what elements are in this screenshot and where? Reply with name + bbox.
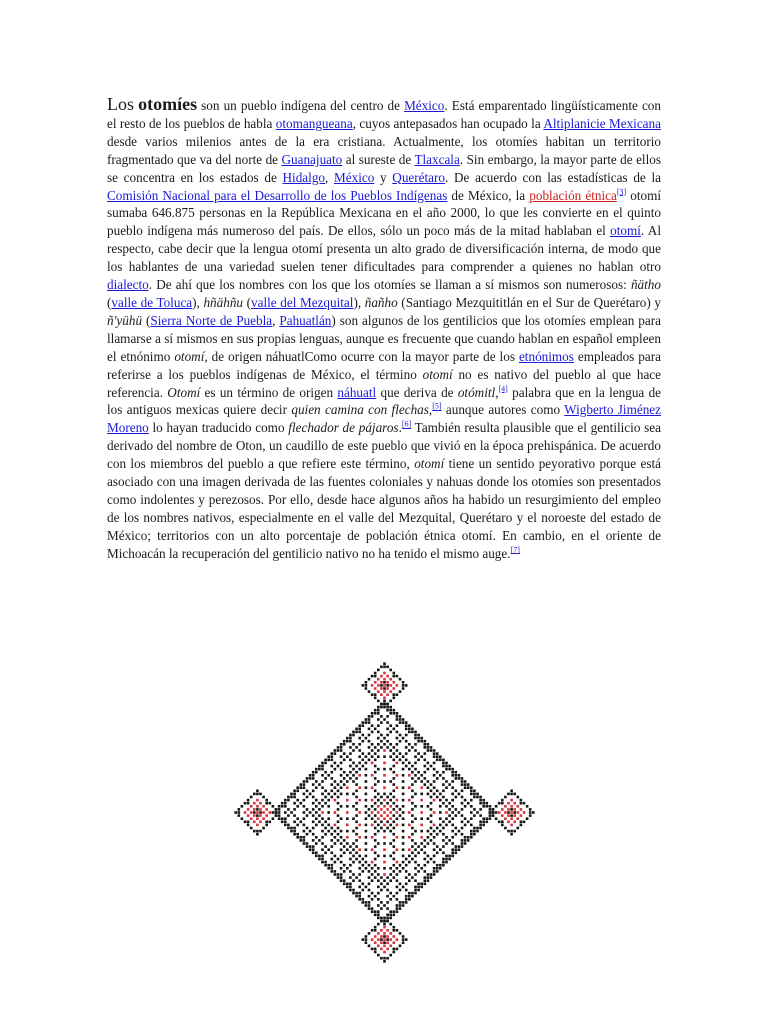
term-otomi: otomí xyxy=(422,366,453,382)
term-quien-camina-con-flechas: quien camina con flechas xyxy=(291,402,429,418)
reference-5 xyxy=(432,402,441,411)
link-pahuatlan[interactable]: Pahuatlán xyxy=(279,312,332,328)
text-segment: También resulta plausible que el gentilicio sea derivado del nombre de Oton, un caudillo de este pueblo que vivió en la época prehispánica. De acuerdo con los miembros del pueblo a que refiere este término, xyxy=(107,420,661,472)
link-valle-del-mezquital[interactable]: valle del Mezquital xyxy=(251,294,354,310)
title-word-los: Los xyxy=(107,94,134,114)
reference-5-link[interactable]: [5] xyxy=(432,402,442,412)
text-segment: , xyxy=(428,402,433,418)
text-segment: es un término de origen xyxy=(200,384,338,400)
text-segment: . Sin embargo, la mayor parte de ellos se concentra en los estados de xyxy=(107,151,661,185)
link-wigberto-jimenez-moreno[interactable]: Wigberto Jiménez Moreno xyxy=(107,402,662,436)
term-flechador-de-pajaros: flechador de pájaros xyxy=(288,420,399,436)
text-segment: de México, la xyxy=(447,187,530,203)
text-segment: , xyxy=(325,169,335,185)
reference-6-link[interactable]: [6] xyxy=(401,419,412,429)
text-segment: . Al respecto, cabe decir que la lengua otomí presenta un alto grado de diversificación interna, de modo que los hablantes de una variedad suelen tener dificultades para comprender a quienes no hablan otro xyxy=(107,223,661,275)
link-sierra-norte-de-puebla[interactable]: Sierra Norte de Puebla xyxy=(150,312,273,328)
text-segment: aunque autores como xyxy=(441,402,565,418)
text-segment: ), xyxy=(192,294,204,310)
otomi-embroidery-motif xyxy=(232,660,537,965)
term-nyuhu: ñ'yühü xyxy=(107,312,143,328)
text-segment: ) son algunos de los gentilicios que los otomíes emplean para llamarse a sí mismos en sus propias lenguas, aunque es frecuente que cuando hablan en español empleen el etnónimo xyxy=(107,312,661,364)
term-natho: ñätho xyxy=(630,277,661,293)
text-segment: al sureste de xyxy=(342,151,415,167)
text-segment: , xyxy=(495,384,499,400)
term-otomi: Otomí xyxy=(167,384,201,400)
text-segment: desde varios milenios antes de la era cristiana. Actualmente, los otomíes habitan un territorio fragmentado que va del norte de xyxy=(107,133,661,167)
link-otomangueana[interactable]: otomangueana xyxy=(275,115,353,131)
link-queretaro[interactable]: Querétaro xyxy=(392,169,446,185)
term-hnahnu: hñähñu xyxy=(203,294,244,310)
text-segment: empleados para referirse a los pueblos indígenas de México, el término xyxy=(107,348,661,382)
text-segment: y xyxy=(374,169,393,185)
text-segment: otomí sumaba 646.875 personas en la República Mexicana en el año 2000, lo que les convierte en el quinto pueblo indígena más numeroso del país. De ellos, sólo un poco más de la mitad hablaban el xyxy=(107,187,662,239)
text-segment: . De ahí que los nombres con los que los otomíes se llaman a sí mismos son numerosos: xyxy=(148,277,631,293)
term-otomi: otomí xyxy=(174,348,205,364)
text-segment: . Está emparentado lingüísticamente con el resto de los pueblos de habla xyxy=(107,98,661,131)
text-segment: que deriva de xyxy=(376,384,458,400)
link-dialecto[interactable]: dialecto xyxy=(107,277,149,293)
title-word-otomies: otomíes xyxy=(138,94,198,114)
link-valle-de-toluca[interactable]: valle de Toluca xyxy=(111,294,193,310)
text-segment: , cuyos antepasados han ocupado la xyxy=(352,115,544,131)
link-mexico[interactable]: México xyxy=(404,98,445,113)
link-otomi-lengua[interactable]: otomí xyxy=(610,223,641,239)
link-hidalgo[interactable]: Hidalgo xyxy=(282,169,326,185)
text-segment: lo hayan traducido como xyxy=(148,420,289,436)
link-tlaxcala[interactable]: Tlaxcala xyxy=(414,151,460,167)
text-segment: , de origen náhuatlComo ocurre con la mayor parte de los xyxy=(204,348,519,364)
link-poblacion-etnica[interactable]: población étnica xyxy=(529,187,617,203)
text-segment: no es nativo del pueblo al que hace referencia. xyxy=(107,366,661,400)
text-segment: ( xyxy=(142,312,151,328)
text-segment: . xyxy=(398,420,402,436)
reference-6 xyxy=(402,420,411,429)
text-segment: palabra que en la lengua de los antiguos mexicas quiere decir xyxy=(107,384,662,418)
link-altiplanicie-mexicana[interactable]: Altiplanicie Mexicana xyxy=(543,115,661,131)
reference-3 xyxy=(617,187,626,196)
reference-3-link[interactable]: [3] xyxy=(616,187,627,197)
text-segment: , xyxy=(272,312,280,328)
term-otomitl: otómitl xyxy=(457,384,496,400)
text-segment: ), xyxy=(353,294,365,310)
reference-7-link[interactable]: [7] xyxy=(510,545,520,555)
reference-4-link[interactable]: [4] xyxy=(498,384,508,394)
link-estado-mexico[interactable]: México xyxy=(334,169,375,185)
article-body xyxy=(107,96,661,563)
link-nahuatl[interactable]: náhuatl xyxy=(337,384,377,400)
text-segment: tiene un sentido peyorativo porque está asociado con una imagen derivada de las fuentes coloniales y nahuas donde los otomíes son presentados como indolentes y perezosos. Por ello, desde hace algunos años ha habido un resurgimiento del empleo de los nombres nativos, especialmente en el valle del Mezquital, Querétaro y el noroeste del estado de México; territorios con un alto porcentaje de población étnica otomí. En cambio, en el oriente de Michoacán la recuperación del gentilicio nativo no ha tenido el mismo auge. xyxy=(107,456,661,561)
link-etnonimos[interactable]: etnónimos xyxy=(518,348,574,364)
text-segment: ( xyxy=(243,294,252,310)
link-cdi[interactable]: Comisión Nacional para el Desarrollo de los Pueblos Indígenas xyxy=(107,187,448,203)
text-segment: . De acuerdo con las estadísticas de la xyxy=(445,169,662,185)
reference-4 xyxy=(499,384,508,393)
text-segment: ( xyxy=(107,294,112,310)
text-segment: (Santiago Mezquititlán en el Sur de Querétaro) y xyxy=(397,294,661,310)
term-nanho: ñañho xyxy=(364,294,398,310)
text-segment: son un pueblo indígena del centro de xyxy=(197,98,405,113)
reference-7 xyxy=(511,545,520,554)
link-guanajuato[interactable]: Guanajuato xyxy=(281,151,343,167)
term-otomi: otomí xyxy=(414,456,445,472)
